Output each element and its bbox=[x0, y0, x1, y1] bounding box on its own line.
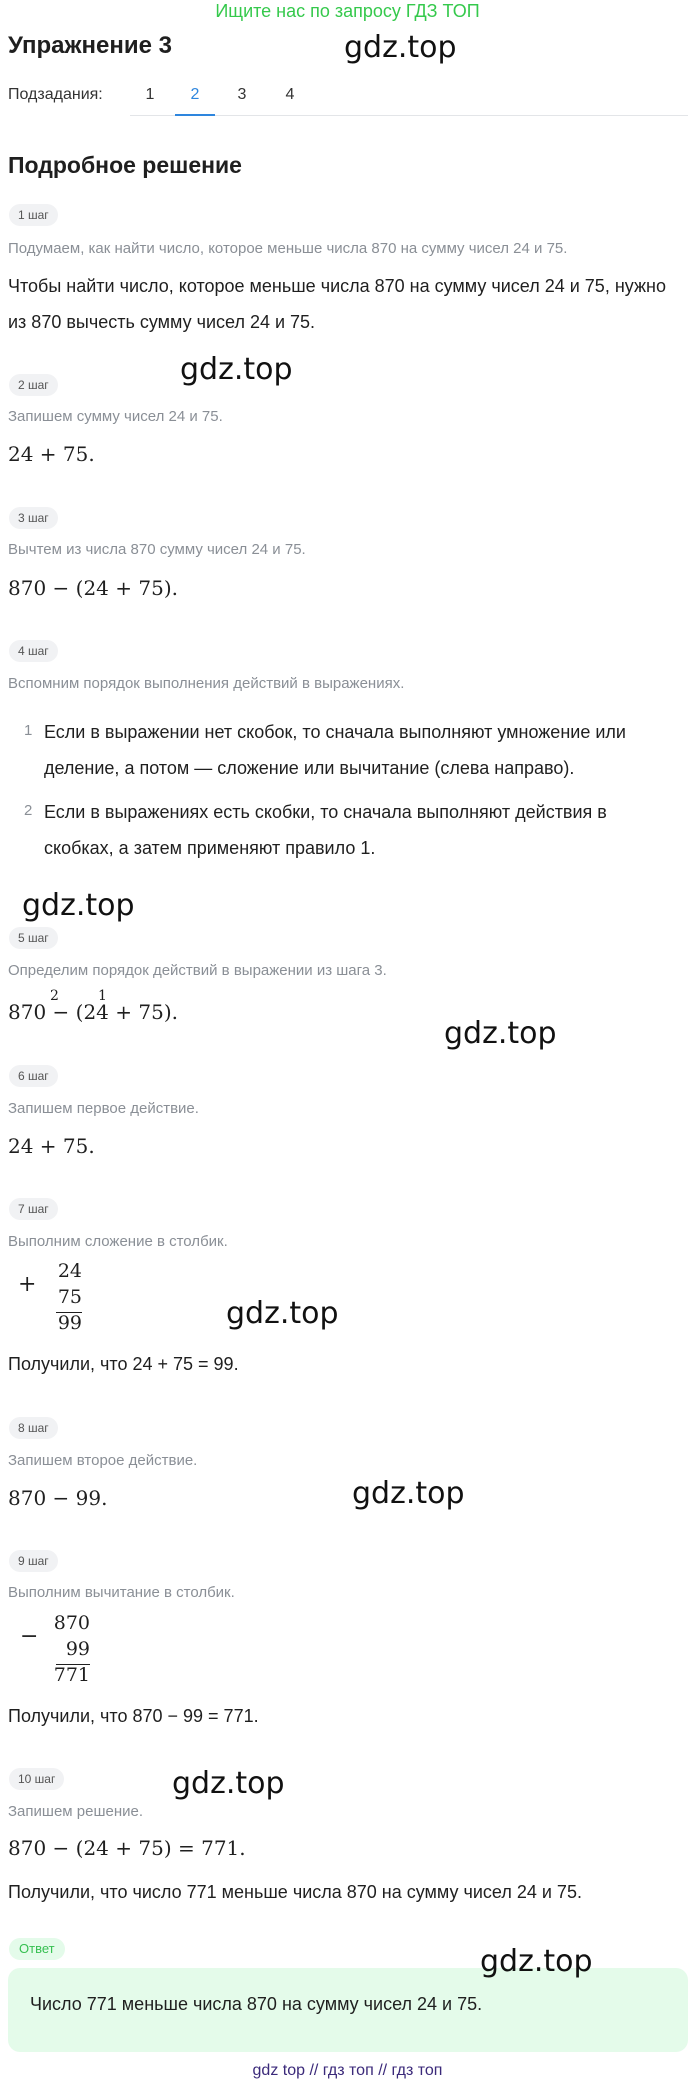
rule-text: скобках, а затем применяют правило 1. bbox=[44, 838, 376, 858]
step-hint: Запишем первое действие. bbox=[8, 1100, 199, 1117]
step-hint: Запишем второе действие. bbox=[8, 1452, 198, 1469]
column-result: 771 bbox=[53, 1664, 90, 1686]
step-result: Получили, что 24 + 75 = 99. bbox=[8, 1354, 239, 1374]
subtask-tab-1[interactable]: 1 bbox=[145, 86, 155, 103]
rule-text: деление, а потом — сложение или вычитание (слева направо). bbox=[44, 758, 575, 778]
step-hint: Определим порядок действий в выражении из шага 3. bbox=[8, 962, 387, 979]
step-hint: Запишем решение. bbox=[8, 1803, 143, 1820]
step-math: 870 − (24 + 75) = 771. bbox=[8, 1836, 246, 1860]
answer-text: Число 771 меньше числа 870 на сумму чисел 24 и 75. bbox=[30, 1994, 483, 2014]
watermark: gdz.top bbox=[480, 1944, 593, 1979]
rule-number: 1 bbox=[24, 722, 33, 739]
column-operator: − bbox=[20, 1624, 39, 1649]
step-badge: 7 шаг bbox=[9, 1198, 58, 1220]
step-text: из 870 вычесть сумму чисел 24 и 75. bbox=[8, 312, 316, 332]
rule-number: 2 bbox=[24, 802, 33, 819]
step-badge: 3 шаг bbox=[9, 507, 58, 529]
subtask-tab-4[interactable]: 4 bbox=[285, 86, 295, 103]
subtask-tab-2[interactable]: 2 bbox=[175, 86, 215, 104]
step-hint: Запишем сумму чисел 24 и 75. bbox=[8, 408, 223, 425]
step-badge: 6 шаг bbox=[9, 1065, 58, 1087]
step-math: 24 + 75. bbox=[8, 1134, 95, 1158]
watermark: gdz.top bbox=[226, 1296, 339, 1331]
step-hint: Вычтем из числа 870 сумму чисел 24 и 75. bbox=[8, 541, 306, 558]
step-badge: 10 шаг bbox=[9, 1768, 64, 1790]
rule-text: Если в выражениях есть скобки, то сначала выполняют действия в bbox=[44, 802, 607, 822]
step-badge: 1 шаг bbox=[9, 204, 58, 226]
solution-title: Подробное решение bbox=[8, 152, 242, 178]
watermark: gdz.top bbox=[180, 352, 293, 387]
search-banner: Ищите нас по запросу ГДЗ ТОП bbox=[215, 1, 480, 21]
column-operand: 75 bbox=[57, 1286, 82, 1308]
subtask-tab-3[interactable]: 3 bbox=[237, 86, 247, 103]
step-math: 870 − 99. bbox=[8, 1486, 108, 1510]
subtasks-tabs bbox=[130, 80, 688, 116]
footer-links[interactable]: gdz top // гдз топ // гдз топ bbox=[252, 2062, 443, 2079]
step-hint: Вспомним порядок выполнения действий в выражениях. bbox=[8, 675, 405, 692]
watermark: gdz.top bbox=[444, 1016, 557, 1051]
watermark: gdz.top bbox=[172, 1766, 285, 1801]
step-badge: 4 шаг bbox=[9, 640, 58, 662]
answer-badge: Ответ bbox=[9, 1938, 65, 1960]
order-mark-minus: 2 bbox=[50, 988, 59, 1004]
step-hint: Подумаем, как найти число, которое меньше числа 870 на сумму чисел 24 и 75. bbox=[8, 240, 568, 257]
column-operand: 870 bbox=[53, 1612, 90, 1634]
order-mark-plus: 1 bbox=[98, 988, 107, 1004]
step-badge: 5 шаг bbox=[9, 927, 58, 949]
step-result: Получили, что число 771 меньше числа 870 на сумму чисел 24 и 75. bbox=[8, 1882, 582, 1902]
watermark: gdz.top bbox=[22, 888, 135, 923]
step-hint: Выполним вычитание в столбик. bbox=[8, 1584, 235, 1601]
page-title: Упражнение 3 bbox=[8, 32, 172, 59]
step-math: 870 − (24 + 75). bbox=[8, 576, 178, 600]
column-operand: 24 bbox=[57, 1260, 82, 1282]
step-badge: 2 шаг bbox=[9, 374, 58, 396]
step-hint: Выполним сложение в столбик. bbox=[8, 1233, 228, 1250]
step-result: Получили, что 870 − 99 = 771. bbox=[8, 1706, 259, 1726]
rule-text: Если в выражении нет скобок, то сначала выполняют умножение или bbox=[44, 722, 626, 742]
step-badge: 8 шаг bbox=[9, 1417, 58, 1439]
column-operator: + bbox=[18, 1272, 37, 1297]
step-math: 24 + 75. bbox=[8, 442, 95, 466]
column-result: 99 bbox=[57, 1312, 82, 1334]
watermark: gdz.top bbox=[344, 30, 457, 65]
watermark: gdz.top bbox=[352, 1476, 465, 1511]
step-badge: 9 шаг bbox=[9, 1550, 58, 1572]
step-text: Чтобы найти число, которое меньше числа 870 на сумму чисел 24 и 75, нужно bbox=[8, 276, 666, 296]
subtasks-label: Подзадания: bbox=[8, 86, 103, 103]
step-math: 870 − (24 + 75). bbox=[8, 1000, 178, 1024]
column-operand: 99 bbox=[65, 1638, 90, 1660]
